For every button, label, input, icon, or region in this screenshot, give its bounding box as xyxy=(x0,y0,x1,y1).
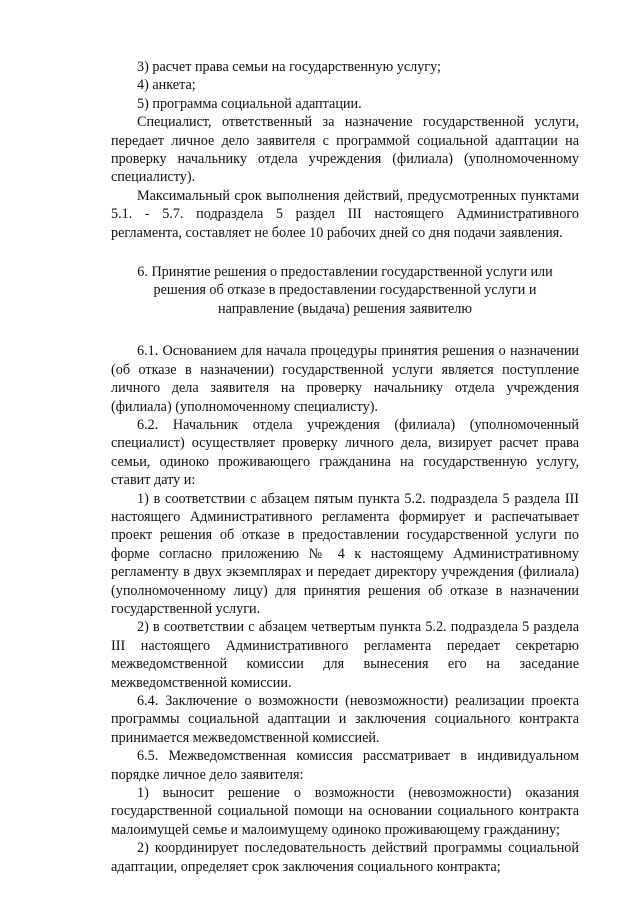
paragraph-6-2-item-2: 2) в соответствии с абзацем четвертым пункта 5.2. подраздела 5 раздела III настоящего Административного регламента передает секретарю межведомственной комиссии для вынесения его на заседание межведомственной комиссии. xyxy=(111,619,579,691)
section-heading xyxy=(111,263,579,318)
list-item-4: 4) анкета; xyxy=(137,77,196,94)
list-item-3: 3) расчет права семьи на государственную услугу; xyxy=(137,59,441,75)
paragraph-6-5-item-1: 1) выносит решение о возможности (невозможности) оказания государственной социальной помощи на основании социального контракта малоимущей семье и малоимущему одиноко проживающему гражданину; xyxy=(111,785,579,838)
paragraph-max-term: Максимальный срок выполнения действий, предусмотренных пунктами 5.1. - 5.7. подраздела 5 раздел III настоящего Административного регламента, составляет не более 10 рабочих дней со дня подачи заявления. xyxy=(111,187,579,241)
paragraph-6-1: 6.1. Основанием для начала процедуры принятия решения о назначении (об отказе в назначении) государственной услуги является поступление личного дела заявителя на проверку начальнику отдела учреждения (филиала) (уполномоченному специалисту). xyxy=(111,343,579,415)
paragraph-6-5: 6.5. Межведомственная комиссия рассматривает в индивидуальном порядке личное дело заявителя: xyxy=(111,748,579,783)
section-heading-line-2: решения об отказе в предоставлении государственной услуги и xyxy=(153,282,537,299)
paragraph-specialist: Специалист, ответственный за назначение государственной услуги, передает личное дело заявителя с программой социальной адаптации на проверку начальнику отдела учреждения (филиала) (уполномоченному специалисту). xyxy=(111,114,579,186)
paragraph-6-2: 6.2. Начальник отдела учреждения (филиала) (уполномоченный специалист) осуществляет проверку личного дела, визирует расчет права семьи, одиноко проживающего гражданина на государственную услугу, ставит дату и: xyxy=(111,416,579,489)
list-item-5: 5) программа социальной адаптации. xyxy=(137,95,362,112)
paragraph-6-5-item-2: 2) координирует последовательность действий программы социальной адаптации, определяет срок заключения социального контракта; xyxy=(111,840,579,875)
paragraph-6-2-item-1: 1) в соответствии с абзацем пятым пункта 5.2. подраздела 5 раздела III настоящего Административного регламента формирует и распечатывает проект решения об отказе в предоставлении государственной услуги по форме согласно приложению № 4 к настоящему Административному регламенту в двух экземплярах и передает директору учреждения (филиала) (уполномоченному лицу) для принятия решения об отказе в назначении государственной услуги. xyxy=(111,490,579,617)
paragraph-6-4: 6.4. Заключение о возможности (невозможности) реализации проекта программы социальной адаптации и заключения социального контракта принимается межведомственной комиссией. xyxy=(111,693,579,746)
section-heading-line-3: направление (выдача) решения заявителю xyxy=(218,300,472,317)
document-page xyxy=(111,58,579,876)
section-heading-line-1: 6. Принятие решения о предоставлении государственной услуги или xyxy=(137,264,553,281)
